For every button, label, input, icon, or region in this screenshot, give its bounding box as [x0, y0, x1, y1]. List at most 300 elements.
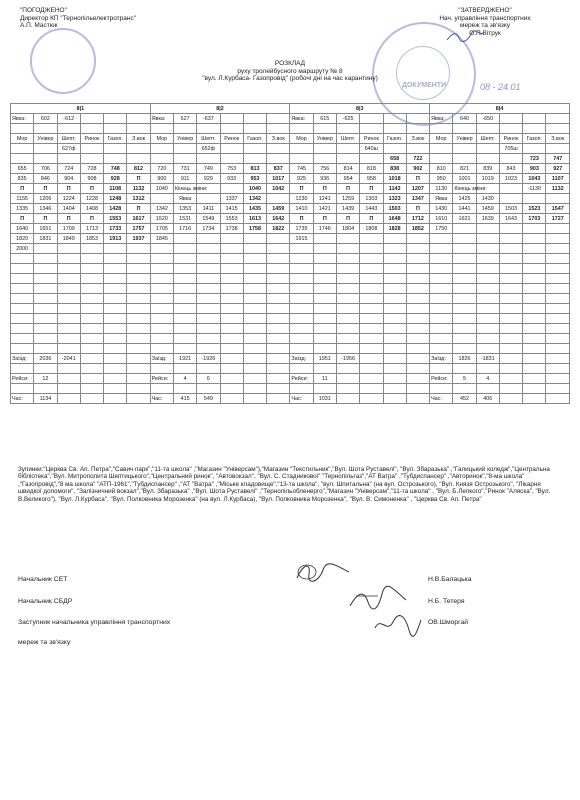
table-cell: 1143 [383, 184, 406, 194]
table-cell [453, 284, 476, 294]
table-cell [430, 334, 453, 344]
table-cell: 1921 [173, 354, 196, 364]
table-cell: Газоп. [523, 134, 546, 144]
table-cell: 1408 [80, 204, 103, 214]
table-cell: 615 [313, 114, 336, 124]
table-cell [290, 304, 313, 314]
table-cell [80, 314, 103, 324]
table-cell: П [406, 174, 429, 184]
table-cell [360, 294, 383, 304]
table-cell [406, 274, 429, 284]
table-cell [453, 274, 476, 284]
table-cell [360, 254, 383, 264]
table-cell [197, 304, 220, 314]
table-row [11, 274, 570, 284]
table-cell [127, 394, 150, 404]
table-cell: 911 [173, 174, 196, 184]
table-cell [104, 294, 127, 304]
table-cell: Рейси: [150, 374, 173, 384]
table-row [11, 314, 570, 324]
table-cell [476, 364, 499, 374]
table-cell: 705ш [499, 144, 522, 154]
table-cell [523, 364, 546, 374]
table-cell: 415 [173, 394, 196, 404]
table-cell [173, 244, 196, 254]
table-cell: Рейси: [11, 374, 34, 384]
table-cell: 706 [34, 164, 57, 174]
table-cell [243, 394, 266, 404]
signature-row [18, 576, 563, 588]
table-cell: Ринок [220, 134, 243, 144]
table-cell: П [127, 204, 150, 214]
table-cell [476, 234, 499, 244]
table-cell [173, 324, 196, 334]
table-cell: 731 [173, 164, 196, 174]
table-cell: 1107 [546, 174, 570, 184]
table-cell [197, 334, 220, 344]
table-cell [336, 384, 359, 394]
table-cell [406, 284, 429, 294]
table-cell [406, 344, 429, 354]
table-cell [430, 304, 453, 314]
table-cell: 1651 [34, 224, 57, 234]
table-cell [523, 324, 546, 334]
table-cell [80, 284, 103, 294]
table-cell [360, 354, 383, 364]
table-cell [290, 344, 313, 354]
table-cell [499, 324, 522, 334]
table-cell: 5 [453, 374, 476, 384]
table-cell [267, 144, 290, 154]
table-cell: 1621 [453, 214, 476, 224]
table-cell: 900 [150, 174, 173, 184]
table-cell: 723 [523, 154, 546, 164]
table-cell [383, 334, 406, 344]
table-cell: 1312 [127, 194, 150, 204]
table-cell [34, 274, 57, 284]
table-cell: 1228 [80, 194, 103, 204]
table-cell [127, 144, 150, 154]
table-cell [476, 254, 499, 264]
table-cell [267, 394, 290, 404]
table-cell [80, 124, 103, 134]
table-cell [430, 274, 453, 284]
table-cell [127, 284, 150, 294]
table-cell [220, 124, 243, 134]
table-cell [11, 154, 34, 164]
table-cell [197, 264, 220, 274]
table-cell [499, 334, 522, 344]
table-cell [313, 384, 336, 394]
table-cell: П [336, 214, 359, 224]
table-cell: 1347 [406, 194, 429, 204]
table-row [11, 264, 570, 274]
table-cell: Універ [313, 134, 336, 144]
table-cell: 1553 [104, 214, 127, 224]
table-cell: 1913 [104, 234, 127, 244]
table-cell [499, 184, 522, 194]
table-cell: 1716 [173, 224, 196, 234]
block-title-row [11, 104, 570, 114]
table-cell [34, 344, 57, 354]
table-cell [267, 234, 290, 244]
table-cell: Час: [290, 394, 313, 404]
block-title: 8|4 [430, 104, 570, 114]
table-cell [360, 274, 383, 284]
table-cell: 1404 [57, 204, 80, 214]
table-cell [290, 244, 313, 254]
table-row [11, 344, 570, 354]
table-cell [290, 364, 313, 374]
table-cell [267, 194, 290, 204]
table-cell [430, 294, 453, 304]
table-cell [150, 384, 173, 394]
table-cell [430, 284, 453, 294]
table-cell [34, 284, 57, 294]
table-cell [313, 124, 336, 134]
table-cell [453, 384, 476, 394]
table-row [11, 284, 570, 294]
table-cell: 1132 [546, 184, 570, 194]
table-cell: 1353 [173, 204, 196, 214]
table-cell [383, 244, 406, 254]
table-cell [499, 284, 522, 294]
table-cell [243, 274, 266, 284]
table-cell [267, 304, 290, 314]
table-cell [290, 264, 313, 274]
table-cell: 658 [383, 154, 406, 164]
table-cell: 1712 [406, 214, 429, 224]
table-cell: 1259 [336, 194, 359, 204]
table-cell [11, 144, 34, 154]
table-row [11, 184, 570, 194]
table-cell [150, 254, 173, 264]
table-cell [406, 144, 429, 154]
table-cell [499, 114, 522, 124]
table-cell [499, 304, 522, 314]
table-cell [383, 354, 406, 364]
table-cell: 640 [453, 114, 476, 124]
table-cell [336, 294, 359, 304]
table-cell [499, 294, 522, 304]
table-cell: 925 [290, 174, 313, 184]
table-cell [267, 374, 290, 384]
table-cell [313, 144, 336, 154]
table-cell: П [290, 214, 313, 224]
table-cell [430, 234, 453, 244]
table-cell [173, 254, 196, 264]
table-cell: 1017 [267, 174, 290, 184]
table-cell [336, 264, 359, 274]
table-cell [546, 284, 570, 294]
table-cell [476, 264, 499, 274]
table-cell [57, 294, 80, 304]
table-cell: 1130 [430, 184, 453, 194]
table-cell [11, 264, 34, 274]
table-cell: П [57, 214, 80, 224]
table-cell: 748 [104, 164, 127, 174]
table-cell [220, 254, 243, 264]
table-cell [546, 224, 570, 234]
table-cell: 1853 [80, 234, 103, 244]
table-cell: 936 [313, 174, 336, 184]
table-cell [406, 354, 429, 364]
table-cell [267, 264, 290, 274]
table-cell: 1342 [243, 194, 266, 204]
table-cell: 2000 [11, 244, 34, 254]
table-cell: 452 [453, 394, 476, 404]
table-cell [243, 124, 266, 134]
stops-list: Зупинки:"Церква Св. Ап. Петра","Савич парк","11-та школа" ,"Магазин "Універсам"),"Магазин "Текстильник","Вул. Шота Руставелі", "Вул. Збаразька" ,"Галицький коледж","Центральна бібліотека","Вул. Митрополита Шептицького","Центральний ринок", "Автовокзал", "Вул. С. Стадниковоі" "Тернопільгаз","АТ Ватра" ,"Тубдиспансер" ,"Авторинок","8-ма школа" ,"Газопровід","8 ма школа" "АТП-1961","Тубдиспансер" ,"АТ "Ватра" ,"Міське кладовище","13-та школа", "вул. Шпитальна" (на вул. Острозького), "Вул. Князя Острозького", "Лікарня швидкої допомоги", "Залізничний вокзал","Вул. Збаразька" ,"Вул. Шота Руставелі" ,"Тернопільобленерго","Магазин "Універсам","11-та школа" , "Вул. Б.Лепкого","Ринок "Аляска", "Вул. В.Великого"), "Вул. Л.Курбаса", "Вул. Полковника Морозенка" (на вул. Л.Курбаса), "Вул. Полковника Морозенка", "Вул. В. Симоненка" , "Церква Св. Ап. Петра" [18, 466, 551, 503]
table-cell [360, 124, 383, 134]
table-cell [383, 384, 406, 394]
table-cell [430, 364, 453, 374]
table-cell [220, 314, 243, 324]
table-cell [313, 304, 336, 314]
table-cell [220, 354, 243, 364]
table-cell: 1713 [80, 224, 103, 234]
table-cell [313, 154, 336, 164]
approval-block [20, 7, 136, 30]
table-cell: 1323 [383, 194, 406, 204]
table-cell [499, 264, 522, 274]
table-cell: 933 [220, 174, 243, 184]
table-cell: 1643 [499, 214, 522, 224]
table-cell [197, 234, 220, 244]
table-cell: 627 [173, 114, 196, 124]
table-cell: -612 [57, 114, 80, 124]
table-cell [267, 354, 290, 364]
table-cell [523, 394, 546, 404]
table-cell [150, 364, 173, 374]
signature-scribble [373, 612, 423, 638]
table-cell [546, 334, 570, 344]
table-cell: 1849 [57, 234, 80, 244]
block-title: 8|2 [150, 104, 290, 114]
table-cell [104, 324, 127, 334]
table-cell: 749 [197, 164, 220, 174]
table-cell [313, 274, 336, 284]
table-cell: 904 [57, 174, 80, 184]
table-cell [406, 384, 429, 394]
table-cell [453, 294, 476, 304]
table-cell [173, 154, 196, 164]
table-cell [150, 304, 173, 314]
table-cell [57, 364, 80, 374]
table-cell [220, 294, 243, 304]
table-cell: 1758 [243, 224, 266, 234]
table-cell [104, 264, 127, 274]
table-cell [267, 384, 290, 394]
table-cell [243, 304, 266, 314]
table-cell: 406 [476, 394, 499, 404]
table-cell [336, 254, 359, 264]
table-cell: 2036 [34, 354, 57, 364]
table-cell: Кінець зміни: [174, 185, 208, 192]
table-cell [313, 264, 336, 274]
table-cell: 1439 [336, 204, 359, 214]
table-row [11, 114, 570, 124]
table-cell [546, 364, 570, 374]
table-cell [546, 344, 570, 354]
table-cell [34, 154, 57, 164]
table-cell [476, 284, 499, 294]
table-row [11, 164, 570, 174]
table-cell [104, 394, 127, 404]
table-cell [173, 314, 196, 324]
table-cell [34, 334, 57, 344]
approval-position: Директор КП "Тернопільелектротранс" [20, 14, 137, 22]
table-cell [383, 304, 406, 314]
table-cell: 950 [430, 174, 453, 184]
table-cell [546, 124, 570, 134]
table-cell [360, 384, 383, 394]
table-cell [127, 274, 150, 284]
table-cell [11, 304, 34, 314]
table-cell: 1613 [243, 214, 266, 224]
table-cell [127, 354, 150, 364]
table-cell: Мор [11, 134, 34, 144]
table-cell [406, 124, 429, 134]
table-cell: 1241 [313, 194, 336, 204]
table-cell: П [11, 184, 34, 194]
table-cell [267, 334, 290, 344]
table-cell: 813 [243, 164, 266, 174]
table-cell [290, 144, 313, 154]
table-cell [11, 334, 34, 344]
table-cell: Заїзд: [430, 354, 453, 364]
table-cell [546, 274, 570, 284]
table-cell [220, 114, 243, 124]
table-cell [360, 304, 383, 314]
table-cell: 753 [220, 164, 243, 174]
table-cell: 1207 [406, 184, 429, 194]
table-cell [290, 284, 313, 294]
table-cell [34, 124, 57, 134]
table-cell: 1425 [453, 194, 476, 204]
table-cell: 954 [336, 174, 359, 184]
table-cell [267, 364, 290, 374]
table-cell [383, 274, 406, 284]
table-cell [336, 234, 359, 244]
table-cell: П [313, 184, 336, 194]
table-cell [11, 124, 34, 134]
table-cell [313, 294, 336, 304]
table-cell [57, 374, 80, 384]
table-cell [383, 284, 406, 294]
table-cell: 953 [243, 174, 266, 184]
signature-role: Начальник СБДР [18, 598, 73, 605]
table-cell [290, 334, 313, 344]
table-cell [220, 244, 243, 254]
block-title: 8|3 [290, 104, 430, 114]
table-cell: Універ [453, 134, 476, 144]
table-cell [336, 334, 359, 344]
table-cell [406, 314, 429, 324]
table-cell [173, 294, 196, 304]
table-cell [80, 144, 103, 154]
table-row [11, 214, 570, 224]
table-cell [290, 124, 313, 134]
table-cell: 1826 [453, 354, 476, 364]
table-cell: П [290, 184, 313, 194]
table-cell [34, 304, 57, 314]
table-cell [57, 154, 80, 164]
table-cell [57, 394, 80, 404]
table-cell [523, 124, 546, 134]
table-cell [104, 144, 127, 154]
table-cell [197, 284, 220, 294]
table-cell [267, 324, 290, 334]
table-cell [406, 244, 429, 254]
table-cell [11, 364, 34, 374]
table-cell: 1428 [104, 204, 127, 214]
table-cell: 655 [11, 164, 34, 174]
table-cell [406, 374, 429, 384]
table-cell [104, 344, 127, 354]
table-cell [546, 254, 570, 264]
table-cell: Час: [11, 394, 34, 404]
table-cell: 1828 [383, 224, 406, 234]
table-row [11, 154, 570, 164]
table-cell [336, 304, 359, 314]
table-cell [57, 274, 80, 284]
table-cell [197, 324, 220, 334]
table-cell [243, 154, 266, 164]
table-cell [523, 244, 546, 254]
table-cell [476, 334, 499, 344]
table-cell [220, 154, 243, 164]
table-cell [80, 154, 103, 164]
table-cell [173, 274, 196, 284]
table-cell [127, 244, 150, 254]
signature-name: Н.В.Балацька [428, 576, 472, 583]
table-cell [546, 324, 570, 334]
table-cell [406, 324, 429, 334]
table-cell [313, 234, 336, 244]
table-cell [11, 254, 34, 264]
table-cell [34, 324, 57, 334]
table-cell [406, 114, 429, 124]
table-cell [406, 304, 429, 314]
table-cell: 4 [476, 374, 499, 384]
table-cell: Явка: [11, 114, 34, 124]
table-cell [499, 254, 522, 264]
table-cell [499, 364, 522, 374]
table-cell [127, 114, 150, 124]
table-cell [197, 294, 220, 304]
signature-name: Н.Б. Тетеря [428, 598, 465, 605]
table-cell [243, 234, 266, 244]
table-cell [453, 244, 476, 254]
table-cell: Мор [150, 134, 173, 144]
table-row [11, 294, 570, 304]
table-cell: 728 [80, 164, 103, 174]
table-cell [243, 334, 266, 344]
table-cell: Шепт. [57, 134, 80, 144]
table-cell [336, 344, 359, 354]
table-cell [173, 304, 196, 314]
table-cell [290, 324, 313, 334]
table-cell [150, 344, 173, 354]
table-cell [197, 244, 220, 254]
table-cell [104, 244, 127, 254]
table-row [11, 364, 570, 374]
table-cell [546, 234, 570, 244]
table-cell: П [360, 184, 383, 194]
table-cell: 1421 [313, 204, 336, 214]
table-cell [267, 114, 290, 124]
